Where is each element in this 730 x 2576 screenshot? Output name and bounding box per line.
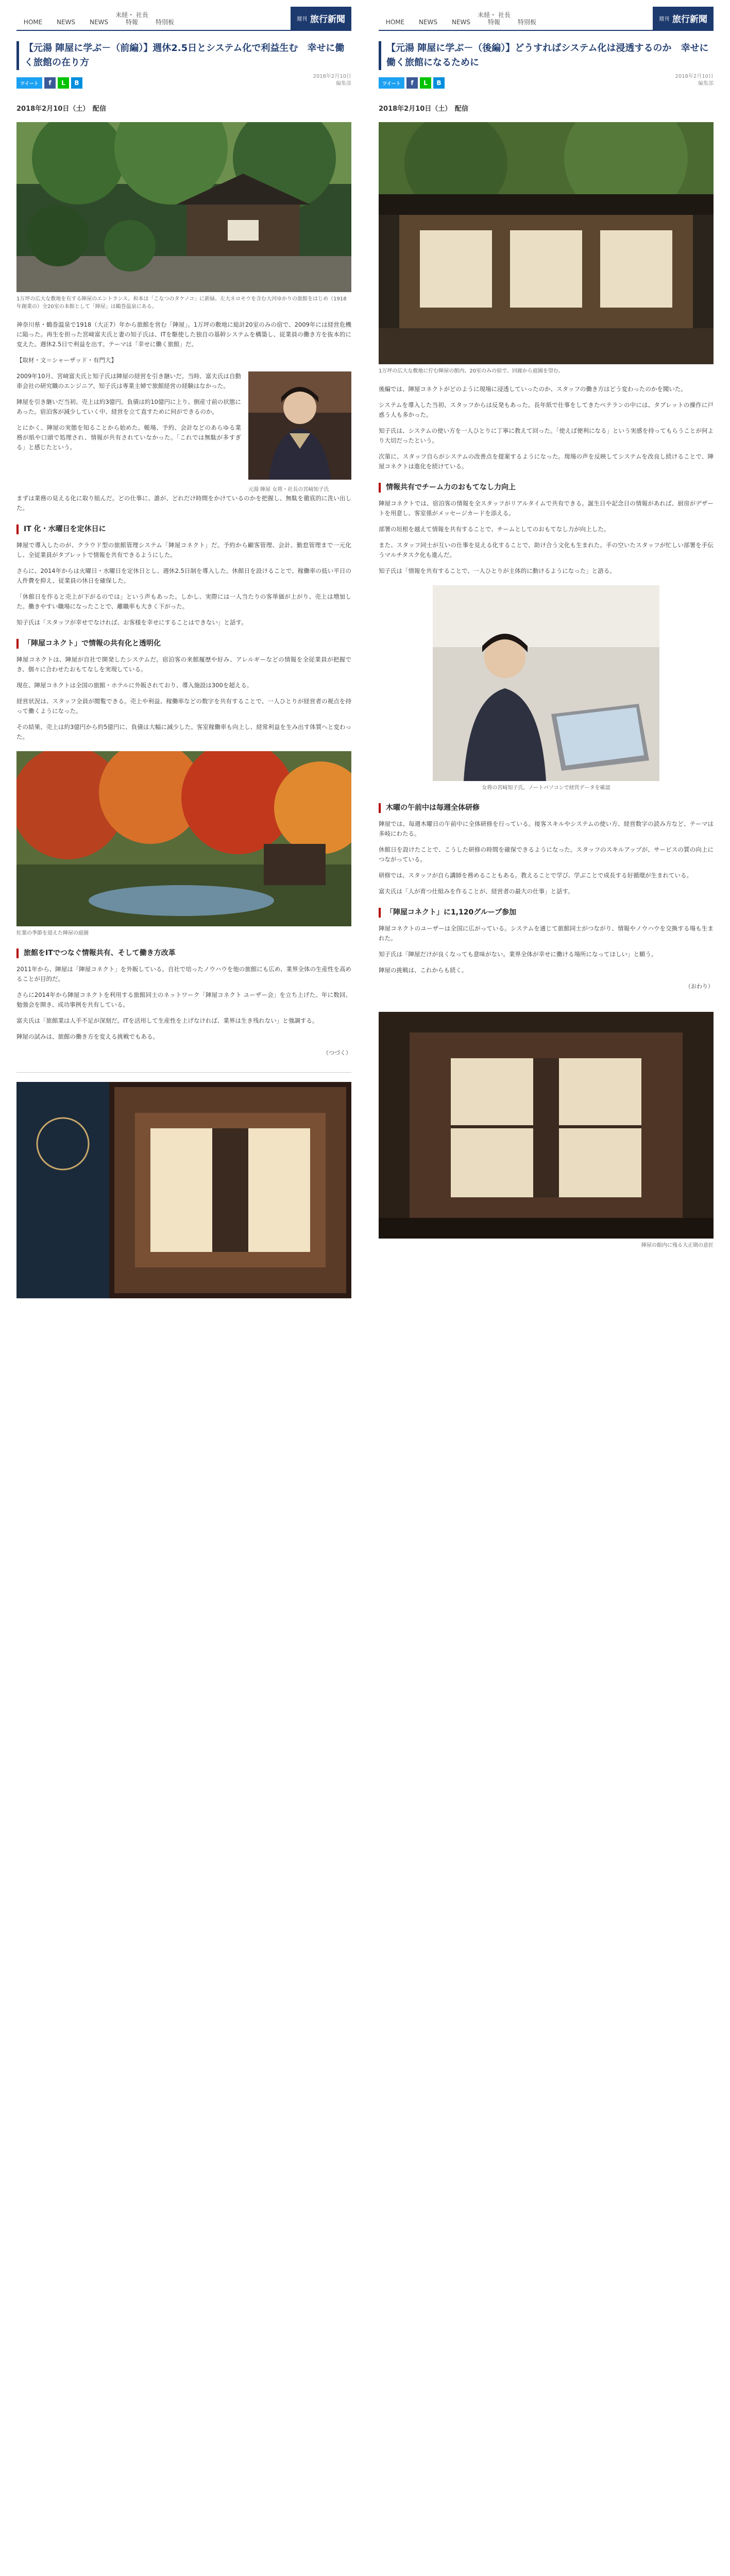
hatena-icon[interactable]: B: [71, 77, 82, 89]
portrait-caption: 元湯 陣屋 女将・社長の宮﨑知子氏: [248, 487, 329, 493]
paragraph: 陣屋コネクトでは、宿泊客の情報を全スタッフがリアルタイムで共有できる。誕生日や記念日の情報があれば、厨房がデザートを用意し、客室係がメッセージカードを添える。: [379, 500, 714, 517]
paragraph: 2011年から、陣屋は「陣屋コネクト」を外販している。自社で培ったノウハウを他の旅館にも広め、業界全体の生産性を高めることが目的だ。: [16, 965, 351, 982]
line-icon[interactable]: L: [420, 77, 431, 89]
paragraph: 現在、陣屋コネクトは全国の旅館・ホテルに外販されており、導入施設は300を超える。: [16, 682, 253, 689]
paragraph: 陣屋の挑戦は、これからも続く。: [379, 967, 468, 974]
tweet-button[interactable]: ツイート: [16, 77, 42, 89]
paragraph: また、スタッフ同士が互いの仕事を見える化することで、助け合う文化も生まれた。手の空いたスタッフが忙しい部署を手伝うマルチタスク化も進んだ。: [379, 541, 714, 558]
paragraph: 「休館日を作ると売上が下がるのでは」という声もあった。しかし、実際には一人当たりの客単価が上がり、売上は増加した。働きやすい職場になったことで、離職率も大きく下がった。: [16, 593, 351, 610]
byline: 【取材・文＝シャーザッド・有門大】: [16, 357, 117, 364]
article-body-cont: [379, 803, 714, 991]
section-heading: 「陣屋コネクト」に1,120グループ参加: [379, 908, 714, 918]
paragraph: システムを導入した当初、スタッフからは反発もあった。長年紙で仕事をしてきたベテランの中には、タブレットの操作に戸惑う人も多かった。: [379, 401, 714, 418]
article-right: [379, 0, 714, 1249]
paragraph: 知子氏は、システムの使い方を一人ひとりに丁寧に教えて回った。「使えば便利になる」という実感を持ってもらうことが何より大切だったという。: [379, 427, 714, 444]
photo-caption: 陣屋の館内に残る大正期の意匠: [641, 1243, 714, 1248]
paragraph: 知子氏は「スタッフが幸せでなければ、お客様を幸せにすることはできない」と話す。: [16, 619, 247, 626]
paragraph: 陣屋を引き継いだ当初、売上は約3億円。負債は約10億円に上り、倒産寸前の状態にあった。宿泊客が減少していく中、経営を立て直すために何ができるのか。: [16, 398, 241, 415]
paragraph: 神奈川県・鶴巻温泉で1918（大正7）年から旅館を営む「陣屋」。1万坪の敷地に総計20室のみの宿で、2009年には経営危機に陥った。再生を担った宮﨑富夫氏と妻の知子氏は、ITを駆使した独自の基幹システムを構築し、従業員の働き方を抜本的に変えた。週休2.5日で利益を出す。テーマは「幸せに働く旅館」だ。: [16, 321, 351, 348]
paragraph: 陣屋の試みは、旅館の働き方を変える挑戦でもある。: [16, 1033, 159, 1040]
nav-news-2[interactable]: NEWS: [451, 19, 471, 26]
nav-news[interactable]: NEWS: [418, 19, 438, 26]
site-logo[interactable]: 週刊 旅行新聞: [291, 7, 351, 30]
nav-news-2[interactable]: NEWS: [89, 19, 109, 26]
section-heading: 「陣屋コネクト」で情報の共有化と透明化: [16, 639, 351, 649]
laptop-photo: [433, 585, 659, 781]
paragraph: 経営状況は、スタッフ全員が閲覧できる。売上や利益、稼働率などの数字を共有することで、一人ひとりが経営者の視点を持って働くようになった。: [16, 698, 351, 715]
line-icon[interactable]: L: [58, 77, 69, 89]
paragraph: 休館日を設けたことで、こうした研修の時間を確保できるようになった。スタッフのスキルアップが、サービスの質の向上につながっている。: [379, 846, 714, 863]
site-nav: [16, 0, 351, 31]
corridor-photo: [379, 1012, 714, 1239]
paragraph: 次第に、スタッフ自らがシステムの改善点を提案するようになった。現場の声を反映してシステムを改良し続けることで、陣屋コネクトは進化を続けている。: [379, 453, 714, 470]
photo-caption: 1万坪の広大な敷地に佇む陣屋の館内。20室のみの宿で、回廊から庭園を望む。: [379, 368, 564, 374]
nav-home[interactable]: HOME: [23, 19, 43, 26]
paragraph: 陣屋では、毎週木曜日の午前中に全体研修を行っている。接客スキルやシステムの使い方、経営数字の読み方など、テーマは多岐にわたる。: [379, 820, 714, 837]
continued-mark: （つづく）: [323, 1049, 351, 1056]
interior-photo: [379, 122, 714, 364]
article-title: 【元湯 陣屋に学ぶ－（後編）】どうすればシステム化は浸透するのか 幸せに働く旅館になるために: [379, 41, 714, 70]
garden-photo: [16, 751, 351, 926]
section-heading: 情報共有でチーム力のおもてなし力向上: [379, 483, 714, 493]
article-body: [16, 320, 351, 742]
paragraph: 知子氏は「陣屋だけが良くなっても意味がない。業界全体が幸せに働ける場所になってほしい」と願う。: [379, 951, 657, 958]
article-body: [379, 384, 714, 576]
paragraph: とにかく、陣屋の実態を知ることから始めた。帳場、予約、会計などのあらゆる業務が紙や口頭で処理され、情報が共有されていなかった。「これでは無駄が多すぎる」と感じたという。: [16, 424, 241, 451]
site-nav: [379, 0, 714, 31]
paragraph: 陣屋コネクトは、陣屋が自社で開発したシステムだ。宿泊客の来館履歴や好み、アレルギーなどの情報を全従業員が把握でき、個々に合わせたおもてなしを実現している。: [16, 656, 351, 673]
hatena-icon[interactable]: B: [433, 77, 445, 89]
publish-date: 2018年2月10日（土） 配信: [16, 105, 106, 113]
photo-caption: 女将の宮﨑知子氏。ノートパソコンで経営データを確認: [482, 785, 610, 791]
nav-home[interactable]: HOME: [385, 19, 405, 26]
paragraph: 2009年10月、宮﨑富夫氏と知子氏は陣屋の経営を引き継いだ。当時、富夫氏は自動車会社の研究職のエンジニア、知子氏は専業主婦で旅館経営の経験はなかった。: [16, 372, 241, 389]
article-title: 【元湯 陣屋に学ぶ－（前編）】週休2.5日とシステム化で利益生む 幸せに働く旅館の在り方: [16, 41, 351, 70]
paragraph: 陣屋コネクトのユーザーは全国に広がっている。システムを通じて旅館同士がつながり、情報やノウハウを交換する場も生まれた。: [379, 925, 714, 942]
section-heading: IT 化・水曜日を定休日に: [16, 524, 351, 534]
facebook-icon[interactable]: f: [406, 77, 418, 89]
facebook-icon[interactable]: f: [44, 77, 56, 89]
entrance-photo: [16, 122, 351, 292]
nav-special[interactable]: 未経・ 社長特報: [478, 11, 511, 26]
article-body-cont: [16, 948, 351, 1058]
portrait-block: [16, 371, 351, 494]
article-left: [16, 0, 351, 1298]
paragraph: まずは業務の見える化に取り組んだ。どの仕事に、誰が、どれだけ時間をかけているのかを把握し、無駄を徹底的に洗い出した。: [16, 495, 351, 512]
divider: [16, 1072, 351, 1073]
nav-feature[interactable]: 特別板: [517, 19, 536, 26]
paragraph: 研修では、スタッフが自ら講師を務めることもある。教えることで学び、学ぶことで成長する好循環が生まれている。: [379, 872, 693, 879]
portrait-photo: [248, 371, 351, 480]
photo-caption: 1万坪の広大な敷地を有する陣屋のエントランス。和本は「こなつのタケノコ」に新緑。左大ネロモウを含む大河ゆかりの旅館をはじめ（1918年創業の）全20室の本館として「陣屋」は鶴巻温泉にある。: [16, 296, 347, 310]
paragraph: 富夫氏は「人が育つ仕組みを作ることが、経営者の最大の仕事」と話す。: [379, 888, 574, 895]
nav-feature[interactable]: 特別板: [155, 19, 174, 26]
paragraph: 陣屋で導入したのが、クラウド型の旅館管理システム「陣屋コネクト」だ。予約から顧客管理、会計、勤怠管理まで一元化し、全従業員がタブレットで情報を共有できるようにした。: [16, 541, 351, 558]
paragraph: その結果、売上は約3億円から約5億円に、負債は大幅に減少した。客室稼働率も向上し、経常利益を生み出す体質へと変わった。: [16, 723, 351, 740]
paragraph: さらに、2014年からは火曜日・水曜日を定休日とし、週休2.5日制を導入した。休館日を設けることで、稼働率の低い平日の人件費を抑え、従業員の休日を確保した。: [16, 567, 351, 584]
site-logo[interactable]: 週刊 旅行新聞: [653, 7, 714, 30]
tweet-button[interactable]: ツイート: [379, 77, 404, 89]
paragraph: 後編では、陣屋コネクトがどのように現場に浸透していったのか、スタッフの働き方はどう変わったのかを聞いた。: [379, 385, 687, 393]
paragraph: 部署の垣根を越えて情報を共有することで、チームとしてのおもてなし力が向上した。: [379, 526, 610, 533]
section-heading: 木曜の午前中は毎週全体研修: [379, 803, 714, 813]
promo-banner[interactable]: [16, 1082, 351, 1298]
paragraph: 富夫氏は「旅館業は人手不足が深刻だ。ITを活用して生産性を上げなければ、業界は生き残れない」と強調する。: [16, 1017, 318, 1024]
article-meta: 2018年2月10日 編集部: [675, 74, 714, 87]
article-meta: 2018年2月10日 編集部: [313, 74, 351, 87]
photo-caption: 紅葉の季節を迎えた陣屋の庭園: [16, 930, 89, 936]
nav-special[interactable]: 未経・ 社長特報: [115, 11, 148, 26]
end-mark: （おわり）: [685, 983, 714, 990]
publish-date: 2018年2月10日（土） 配信: [379, 105, 468, 113]
section-heading: 旅館をITでつなぐ情報共有、そして働き方改革: [16, 948, 351, 958]
nav-news[interactable]: NEWS: [56, 19, 76, 26]
paragraph: 知子氏は「情報を共有することで、一人ひとりが主体的に動けるようになった」と語る。: [379, 567, 616, 574]
paragraph: さらに2014年から陣屋コネクトを利用する旅館同士のネットワーク「陣屋コネクト ユーザー会」を立ち上げた。年に数回、勉強会を開き、成功事例を共有している。: [16, 991, 351, 1008]
